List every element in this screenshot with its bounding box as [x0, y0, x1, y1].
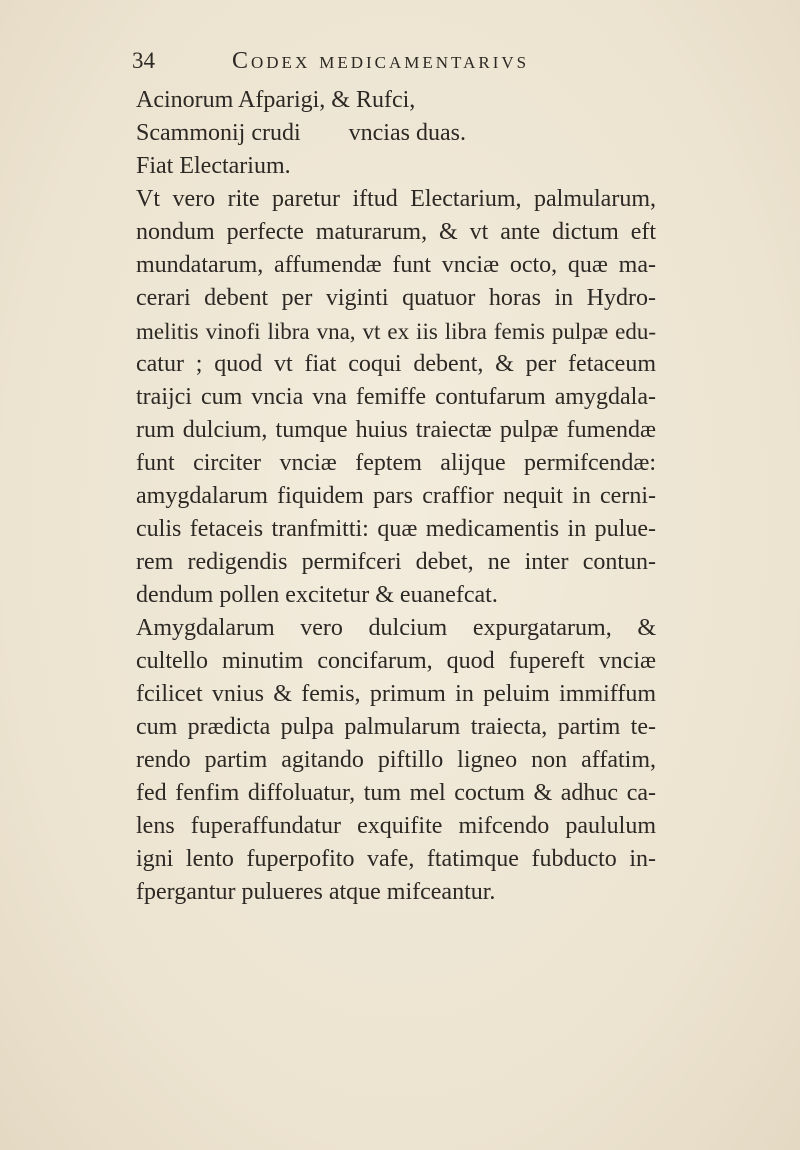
text-line: catur ; quod vt fiat coqui debent, & per fetaceum — [136, 351, 656, 377]
text-line: Fiat Electarium. — [136, 153, 291, 179]
text-line: rum dulcium, tumque huius traiectæ pulpæ fumendæ — [136, 417, 656, 443]
text-line: lens fuperaffundatur exquifite mifcendo paululum — [136, 813, 656, 839]
text-line: Vt vero rite paretur iftud Electarium, palmularum, — [136, 186, 656, 212]
text-line: cum prædicta pulpa palmularum traiecta, partim te- — [136, 714, 656, 740]
text-line: Scammonij crudi vncias duas. — [136, 120, 466, 146]
text-line: Amygdalarum vero dulcium expurgatarum, & — [136, 615, 656, 641]
text-line: Acinorum Afparigi, & Rufci, — [136, 87, 416, 113]
running-title: Codex medicamentarivs — [232, 48, 530, 74]
text-line: dendum pollen excitetur & euanefcat. — [136, 582, 498, 608]
page-number: 34 — [132, 48, 155, 73]
text-line: rem redigendis permifceri debet, ne inter contun- — [136, 549, 656, 575]
page-header — [132, 48, 642, 80]
text-line: mundatarum, affumendæ funt vnciæ octo, quæ ma- — [136, 252, 656, 278]
text-line: nondum perfecte maturarum, & vt ante dictum eft — [136, 219, 656, 245]
text-line: fed fenfim diffoluatur, tum mel coctum & adhuc ca- — [136, 780, 656, 806]
text-line: funt circiter vnciæ feptem alijque permifcendæ: — [136, 450, 656, 476]
text-line: fcilicet vnius & femis, primum in peluim immiffum — [136, 681, 656, 707]
text-line: cultello minutim concifarum, quod fupereft vnciæ — [136, 648, 656, 674]
text-line: cerari debent per viginti quatuor horas in Hydro- — [136, 285, 656, 311]
text-line: amygdalarum fiquidem pars craffior nequit in cerni- — [136, 483, 656, 509]
text-line: melitis vinofi libra vna, vt ex iis libra femis pulpæ edu- — [136, 319, 656, 344]
text-line: culis fetaceis tranfmitti: quæ medicamentis in pulue- — [136, 516, 656, 542]
text-line: rendo partim agitando piftillo ligneo non affatim, — [136, 747, 656, 773]
text-line: fpergantur pulueres atque mifceantur. — [136, 879, 496, 905]
text-line: igni lento fuperpofito vafe, ftatimque fubducto in- — [136, 846, 656, 872]
text-line: traijci cum vncia vna femiffe contufarum amygdala- — [136, 384, 656, 410]
body-text — [136, 84, 656, 909]
